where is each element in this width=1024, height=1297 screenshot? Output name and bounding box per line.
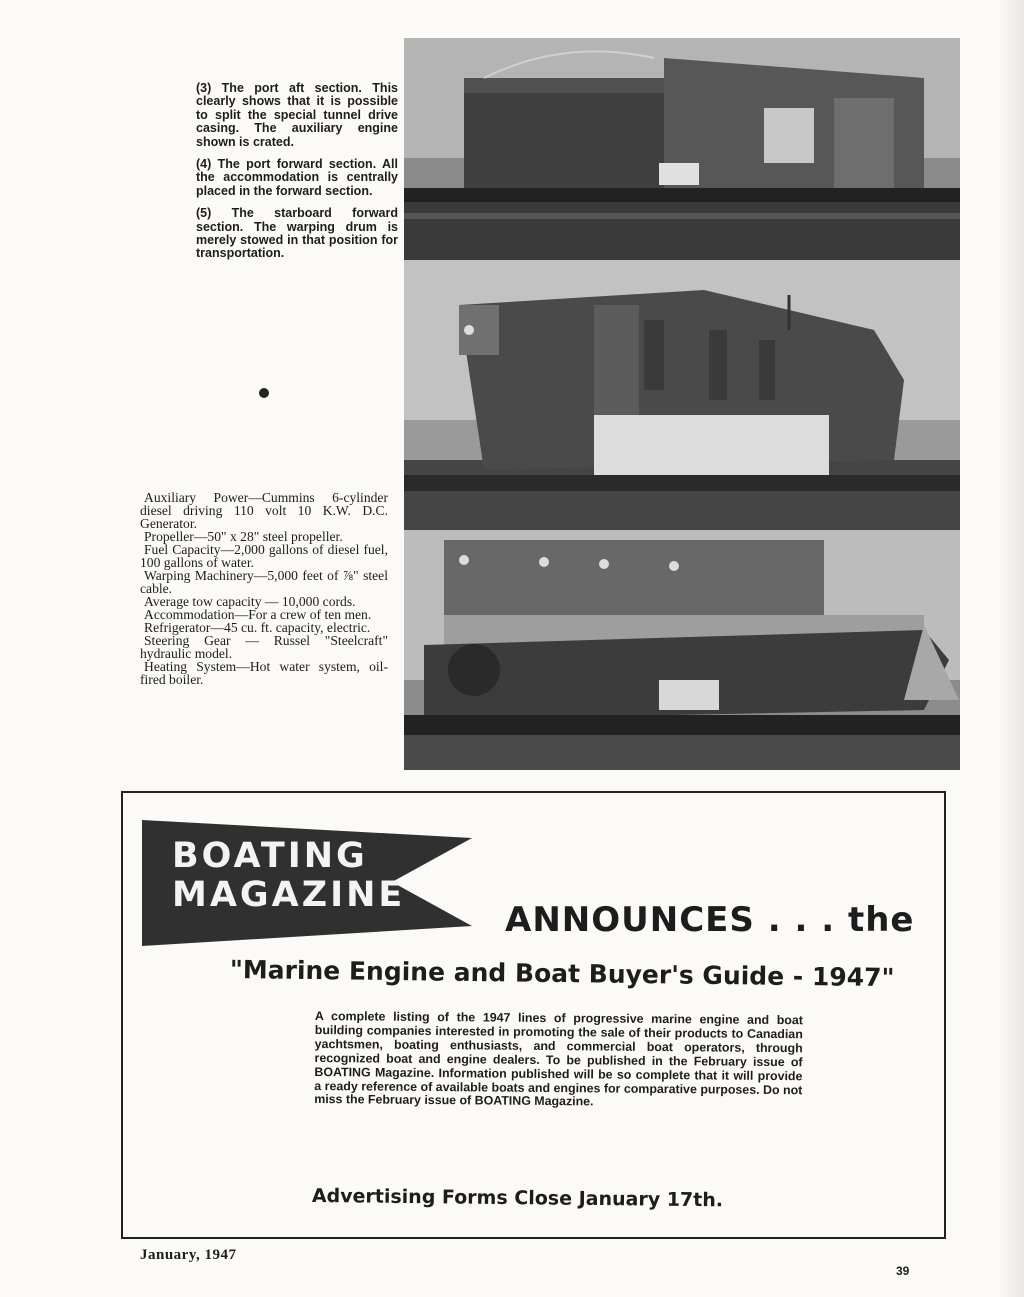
spec-heating-system: Heating System—Hot water system, oil-fired boiler. (140, 659, 388, 687)
bullet-dot (259, 388, 269, 398)
spec-fuel-capacity: Fuel Capacity—2,000 gallons of diesel fuel, 100 gallons of water. (140, 542, 388, 570)
buyers-guide-title: "Marine Engine and Boat Buyer's Guide - 1947" (229, 955, 895, 993)
specifications-list (140, 491, 388, 686)
photo-port-aft-section (404, 38, 960, 268)
spec-auxiliary-power: Auxiliary Power—Cummins 6-cylinder diesel driving 110 volt 10 K.W. D.C. Generator. (140, 490, 388, 531)
scan-edge-shadow (996, 0, 1024, 1297)
photo-captions (196, 82, 398, 270)
spec-steering-gear: Steering Gear — Russel "Steelcraft" hydraulic model. (140, 633, 388, 661)
issue-date: January, 1947 (140, 1247, 237, 1263)
advertisement-body: A complete listing of the 1947 lines of progressive marine engine and boat building companies interested in promoting the sale of their products to Canadian yachtsmen, boating enthusiasts, and commercial boat operators, through recognized boat and engine dealers. To be published in the February issue of BOATING Magazine. Information published will be so complete that it will provide a ready reference of available boats and engines for comparative purposes. Do not miss the February issue of BOATING Magazine. (314, 1009, 803, 1109)
spec-refrigerator: Refrigerator—45 cu. ft. capacity, electric. (144, 620, 371, 635)
spec-propeller: Propeller—50" x 28" steel propeller. (144, 529, 343, 544)
caption-port-aft: (3) The port aft section. This clearly shows that it is possible to split the special tunnel drive casing. The auxiliary engine shown is crated. (196, 81, 398, 149)
advertising-deadline: Advertising Forms Close January 17th. (311, 1185, 724, 1212)
spec-accommodation: Accommodation—For a crew of ten men. (144, 607, 372, 622)
announces-heading: ANNOUNCES . . . the (505, 900, 915, 940)
caption-port-forward: (4) The port forward section. All the accommodation is centrally placed in the forward section. (196, 157, 398, 198)
caption-starboard-forward: (5) The starboard forward section. The warping drum is merely stowed in that position for transportation. (196, 206, 398, 261)
page-number: 39 (896, 1264, 910, 1278)
spec-warping-machinery: Warping Machinery—5,000 feet of ⅞" steel cable. (140, 568, 388, 596)
logo-boating-text: BOATING (172, 836, 368, 876)
photo-starboard-forward-section (404, 530, 960, 770)
logo-magazine-text: MAGAZINE (172, 875, 406, 915)
spec-tow-capacity: Average tow capacity — 10,000 cords. (144, 594, 356, 609)
photo-port-forward-section (404, 260, 960, 535)
